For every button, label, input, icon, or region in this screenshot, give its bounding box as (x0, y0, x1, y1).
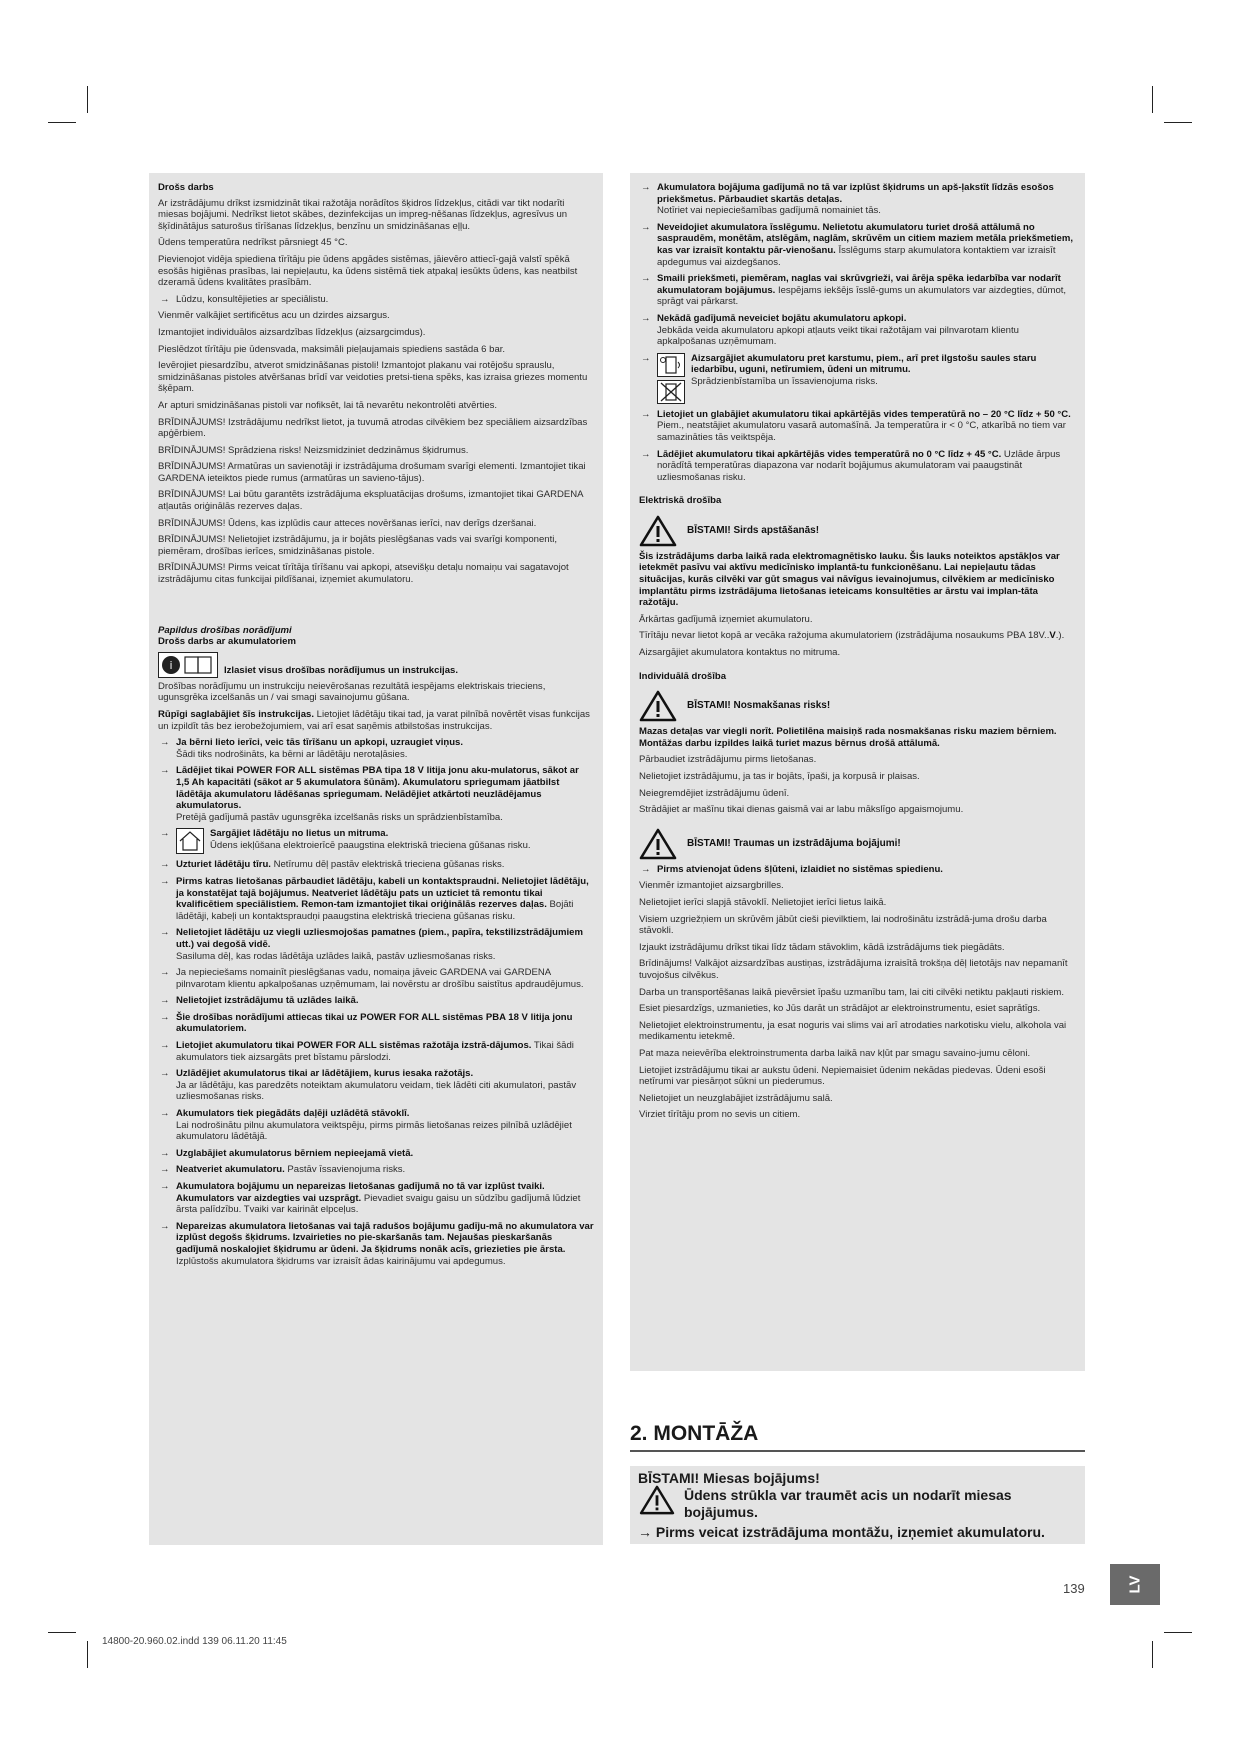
paragraph: Strādājiet ar mašīnu tikai dienas gaismā vai ar labu mākslīgo apgaismojumu. (639, 804, 964, 816)
paragraph: Aizsargājiet akumulatora kontaktus no mitruma. (639, 647, 841, 659)
arrow-item: → Šie drošības norādījumi attiecas tikai uz POWER FOR ALL sistēmas PBA 18 V litija jonu akumulatoriem. (158, 1012, 594, 1035)
arrow-item-rain (158, 828, 594, 854)
paragraph: Ar izstrādājumu drīkst izsmidzināt tikai ražotāja norādītos šķidros līdzekļus, citādi var tikt nodarīti miesas bojājumi. Nedrīkst lietot skābes, dezinfekcijas un impreg-nēšanas līdzekļus, agresīvus un šķīdinātājus saturošus tīrīšanas līdzekļus, benzīnu un smidzināšanas eļļu. (158, 197, 568, 232)
svg-text:i: i (169, 658, 173, 672)
text: Izplūstošs akumulatora šķidrums var izraisīt ādas kairinājumu vai apdegumus. (176, 1255, 506, 1267)
paragraph: Nelietojiet elektroinstrumentu, ja esat noguris vai slims vai arī atrodaties narkotisku vielu, alkohola vai medikamentu ietekmē. (639, 1019, 1067, 1043)
paragraph: Visiem uzgriežņiem un skrūvēm jābūt cieši pievilktiem, lai nodrošinātu izstrādā-juma drošu darba stāvokli. (639, 913, 1047, 937)
paragraph: Vienmēr valkājiet sertificētus acu un dzirdes aizsargus. (158, 310, 390, 322)
arrow-item (158, 765, 594, 823)
arrow-item (639, 182, 1076, 217)
paragraph: Pat maza neievērība elektroinstrumenta darba laikā nav kļūt par smagu savaino-jumu cēloni. (639, 1047, 1031, 1059)
warning-label: BĪSTAMI! Miesas bojājums! (638, 1470, 820, 1486)
rain-row (176, 828, 594, 854)
warning-paragraph: BRĪDINĀJUMS! Pirms veicat tīrītāja tīrīšanu vai apkopi, atsevišķu detaļu nomaiņu vai sagatavojot izstrādājumu citas funkcijai pildīšanai, izņemiet akumulatoru. (158, 562, 569, 586)
warning-heart (639, 515, 1076, 547)
text: Pastāv īssavienojuma risks. (284, 1164, 406, 1176)
arrow-item (639, 449, 1076, 484)
warning-paragraph: BRĪDINĀJUMS! Armatūras un savienotāji ir izstrādājuma drošumam svarīgi elementi. Izmantojiet tikai GARDENA ieteiktos piede rumus (armatūras un savieno-tājus). (158, 461, 586, 484)
paragraph: Pārbaudiet izstrādājumu pirms lietošanas. (639, 754, 817, 766)
bold-text: Uzlādējiet akumulatorus tikai ar lādētājiem, kurus iesaka ražotājs. (176, 1068, 474, 1080)
warning-triangle-icon (639, 690, 677, 722)
arrow-item (158, 737, 594, 760)
text: Netīrumu dēļ pastāv elektriskā trieciena gūšanas risks. (270, 859, 505, 871)
chapter-divider (630, 1450, 1085, 1452)
text: .). (1055, 630, 1065, 642)
section-title-battery: Drošs darbs ar akumulatoriem (158, 636, 296, 648)
action-instruction: → Pirms veicat izstrādājuma montāžu, izņemiet akumulatoru. (638, 1524, 1045, 1540)
warning-paragraph: BRĪDINĀJUMS! Ūdens, kas izplūdis caur atteces novēršanas ierīci, nav derīgs dzeršanai. (158, 517, 537, 529)
bold-text: Lietojiet un glabājiet akumulatoru tikai apkārtējās vides temperatūrā no – 20 °C līdz + 50 °C. (657, 408, 1071, 420)
language-tab (1110, 1564, 1160, 1605)
bold-text: Nelietojiet lādētāju uz viegli uzliesmojošas pamatnes (piem., papīra, tekstilizstrādājumiem utt.) vai degošā vidē. (176, 927, 583, 950)
arrow-item (158, 859, 594, 871)
bold-text: Uzturiet lādētāju tīru. (176, 859, 271, 871)
arrow-item (158, 1181, 594, 1216)
bold-text: Akumulatora bojājumu un nepareizas lietošanas gadījumā no tā var izplūst tvaiki. Akumulators var aizdegties vai uzsprāgt. (176, 1181, 545, 1204)
page-number: 139 (1063, 1581, 1085, 1596)
bold-text: Nepareizas akumulatora lietošanas vai tajā radušos bojājumu gadīju-mā no akumulatora var izplūst degošs šķidrums. Izvairieties no pie-skaršanās tam. Nejaušas pieskaršanās gadījumā noskalojiet šķidrumu ar ūdeni. Ja šķidrums nonāk acīs, griezieties pie ārsta. (176, 1220, 594, 1255)
section-title-additional: Papildus drošības norādījumi (158, 624, 292, 636)
crop-mark (1152, 1641, 1153, 1668)
arrow-item (639, 273, 1076, 308)
paragraph: Neiegremdējiet izstrādājumu ūdenī. (639, 787, 790, 799)
arrow-item (158, 927, 594, 962)
read-instructions-title: Izlasiet visus drošības norādījumus un instrukcijas. (224, 664, 458, 676)
warning-injury (639, 828, 1076, 860)
bold-text: Neveidojiet akumulatora īsslēgumu. Nelietotu akumulatoru turiet drošā attālumā no saspraudēm, monētām, atslēgām, naglām, skrūvēm un citiem maziem metāla priekšmetiem, kas var izraisīt kontaktu pār-vienošanu. (657, 221, 1073, 256)
paragraph: Darba un transportēšanas laikā pievērsiet īpašu uzmanību tam, lai citi cilvēki netiktu pakļauti riskiem. (639, 986, 1065, 998)
heat-text (691, 353, 1076, 388)
paragraph: Pievienojot vidēja spiediena tīrītāju pie ūdens apgādes sistēmas, jāievēro attiecī-gajā valstī spēkā esošās higiēnas prasības, lai nepieļautu, ka ūdens sistēmā tiek atpakaļ iesūkts ūdens, kas neatbilst dzeramā ūdens kvalitātes prasībām. (158, 253, 578, 289)
heat-icons (657, 353, 685, 404)
bold-text: V (1049, 630, 1056, 642)
section-title-safe-work: Drošs darbs (158, 182, 214, 193)
bold-text: Rūpīgi saglabājiet šīs instrukcijas. (158, 709, 314, 720)
text: Notīriet vai nepieciešamības gadījumā nomainiet tās. (657, 205, 881, 217)
crop-mark (48, 1632, 76, 1633)
bold-text: Akumulatora bojājuma gadījumā no tā var izplūst šķidrums un apš-ļakstīt līdzās esošos priekšmetus. Pārbaudiet skartās detaļas. (657, 182, 1054, 205)
read-manual-icon (158, 652, 218, 678)
bold-text: Lādējiet tikai POWER FOR ALL sistēmas PBA tipa 18 V litija jonu aku-mulatorus, sākot ar 1,5 Ah kapacitāti (sākot ar 5 akumulatora šūnām). Akumulatoru spriegumam jāatbilst lādētāja akumulatoru lādēšanas spriegumam. Nelādējiet atkārtoti neuzlādējamus akumulatorus. (176, 765, 579, 812)
text: Tīrītāju nevar lietot kopā ar vecāka ražojuma akumulatoriem (izstrādājuma nosaukums PBA 18V.. (639, 630, 1050, 642)
paragraph: Vienmēr izmantojiet aizsargbrilles. (639, 880, 784, 892)
arrow-item (158, 1108, 594, 1143)
crop-mark (48, 122, 76, 123)
rain-text (210, 828, 594, 851)
bold-text: Lādējiet akumulatoru tikai apkārtējās vides temperatūrā no 0 °C līdz + 45 °C. (657, 448, 1002, 460)
paragraph: Nelietojiet ierīci slapjā stāvoklī. Nelietojiet ierīci lietus laikā. (639, 896, 887, 908)
paragraph: Ievērojiet piesardzību, atverot smidzināšanas pistoli! Izmantojot plakanu vai rotējošu sprauslu, smidzināšanas pistoles atvēršanas brīdī var veidoties pretsi-tiena spēks, kas izraisa griezes momentu šķēpam. (158, 360, 588, 395)
warning-paragraph: BRĪDINĀJUMS! Sprādziena risks! Neizsmidziniet dedzināmus šķidrumus. (158, 444, 469, 456)
bold-text: Ja bērni lieto ierīci, veic tās tīrīšanu un apkopi, uzraugiet viņus. (176, 737, 464, 749)
left-column (149, 173, 603, 1545)
text: Šādi tiks nodrošināts, ka bērni ar lādētāju nerotaļāsies. (176, 748, 408, 760)
warning-triangle-icon (639, 515, 677, 547)
arrow-item (639, 313, 1076, 348)
text: Sprādzienbīstamība un īssavienojuma risks. (691, 375, 878, 387)
arrow-item: → Nelietojiet izstrādājumu tā uzlādes laikā. (158, 995, 594, 1007)
warning-triangle-icon (639, 828, 677, 860)
warning-label: BĪSTAMI! Nosmakšanas risks! (687, 700, 831, 712)
bold-text: Smaili priekšmeti, piemēram, naglas vai skrūvgrieži, vai ārēja spēka iedarbība var nodarīt akumulatoram bojājumus. (657, 273, 1061, 296)
battery-heat-icon (657, 353, 685, 377)
bold-text: Pirms katras lietošanas pārbaudiet lādētāju, kabeli un kontaktspraudni. Nelietojiet lādētāju, ja konstatējat tajā bojājumus. Neatveriet lādētāju pats un uzticiet tā remontu tikai kvalificētiem speciālistiem. Remon-tam izmantojiet tikai oriģinālās rezerves daļas. (176, 875, 589, 911)
warning-paragraph: BRĪDINĀJUMS! Lai būtu garantēts izstrādājuma ekspluatācijas drošums, izmantojiet tikai GARDENA atļautās oriģinālās rezerves daļas. (158, 489, 584, 513)
bold-text: Lietojiet akumulatoru tikai POWER FOR ALL sistēmas ražotāja izstrā-dājumos. (176, 1040, 532, 1052)
paragraph (158, 709, 594, 732)
text: Bojāti lādētāji, kabeļi un kontaktspraudņi paaugstina elektriskā trieciena gūšanas risku. (176, 899, 574, 922)
text: Pievadiet svaigu gaisu un sūdzību gadījumā lūdziet ārsta palīdzību. Tvaiki var kairināt elpceļus. (176, 1192, 581, 1216)
paragraph: Pieslēdzot tīrītāju pie ūdensvada, maksimāli pieļaujamais spiediens sastāda 6 bar. (158, 343, 506, 355)
arrow-item (158, 876, 594, 922)
paragraph: Ārkārtas gadījumā izņemiet akumulatoru. (639, 613, 813, 625)
warning-text: Mazas detaļas var viegli norīt. Polietilēna maisiņš rada nosmakšanas risku maziem bērniem. Montāžas darbu izpildes laikā turiet mazus bērnus drošā attālumā. (639, 726, 1057, 749)
arrow-item: → Lūdzu, konsultējieties ar speciālistu. (158, 294, 594, 306)
text: Tikai šādi akumulators tiek aizsargāts pret bīstamu pārslodzi. (176, 1040, 574, 1063)
paragraph: Lietojiet izstrādājumu tikai ar aukstu ūdeni. Nepiemaisiet ūdenim nekādas piedevas. Ūdeni esoši netīrumi var piesārņot sūkni un piederumus. (639, 1064, 1046, 1088)
text: Īsslēgums starp akumulatora kontaktiem var izraisīt apdegumus vai aizdegšanos. (657, 244, 1056, 268)
warning-text: Ūdens strūkla var traumēt acis un nodarīt miesas bojājumus. (684, 1487, 1012, 1520)
text: Ūdens iekļūšana elektroierīcē paaugstina elektriskā trieciena gūšanas risku. (210, 839, 531, 851)
crop-mark (87, 1641, 88, 1668)
arrow-item (639, 222, 1076, 268)
language-tab-label: LV (1126, 1575, 1144, 1594)
montaza-warning-row (638, 1487, 1077, 1521)
paragraph: Nelietojiet izstrādājumu, ja tas ir bojāts, īpaši, ja korpusā ir plaisas. (639, 771, 920, 782)
montaza-warning-box (630, 1466, 1085, 1544)
warning-label: BĪSTAMI! Sirds apstāšanās! (687, 525, 820, 537)
paragraph: Virziet tīrītāju prom no sevis un citiem. (639, 1109, 801, 1121)
paragraph: Nelietojiet un neuzglabājiet izstrādājumu salā. (639, 1092, 833, 1104)
paragraph: Izjaukt izstrādājumu drīkst tikai līdz tādam stāvoklim, kādā izstrādājums tiek piegādāts. (639, 941, 1005, 953)
warning-paragraph: BRĪDINĀJUMS! Nelietojiet izstrādājumu, ja ir bojāts pieslēgšanas vads vai svarīgi komponenti, piemēram, drošības ierīces, smidzināšanas pistole. (158, 534, 558, 557)
paragraph: Drošības norādījumu un instrukciju neievērošanas rezultātā iespējams elektriskais trieciens, ugunsgrēka izcelšanās un / vai smagi savainojumu gūšana. (158, 680, 546, 704)
right-column (630, 173, 1085, 1371)
bold-text: Neatveriet akumulatoru. (176, 1164, 285, 1176)
arrow-item (158, 1164, 594, 1176)
warning-text: Šis izstrādājums darba laikā rada elektromagnētisko lauku. Šis lauks noteiktos apstākļos var ietekmēt pasīvu vai aktīvu medicīnisko implantā-tu funkcionēšanu. Lai nepieļautu tādas situācijas, kurās cilvēki var gūt smagus vai nāvīgus ievainojumus, cilvēkiem ar medicīnisko implantātu pirms izstrādājuma lietošanas ieteicams konsultēties ar ārstu vai implan-tāta ražotāju. (639, 550, 1060, 609)
bold-text: Nekādā gadījumā neveiciet bojātu akumulatoru apkopi. (657, 312, 907, 324)
text: Piem., neatstājiet akumulatoru vasarā automašīnā. Ja temperatūra ir < 0 °C, atkarībā no tiem var samazināties tās veiktspēja. (657, 420, 1066, 443)
text: Lietojiet lādētāju tikai tad, ja varat pilnībā novērtēt visas funkcijas un izpildīt tās bez ierobežojumiem, vai arī esat saņēmis atbilstošas instrukcijas. (158, 709, 590, 732)
arrow-item (158, 1040, 594, 1063)
crop-mark (87, 86, 88, 113)
read-instructions-row (158, 652, 594, 678)
text: Iespējams iekšējs īsslē-gums un akumulators var aizdegties, dūmot, sprāgt vai pārkarst. (657, 284, 1067, 308)
arrow-item (639, 409, 1076, 444)
paragraph: Ar apturi smidzināšanas pistoli var nofiksēt, lai tā nevarētu nekontrolēti atvērties. (158, 399, 498, 411)
bold-text: Akumulators tiek piegādāts daļēji uzlādētā stāvoklī. (176, 1108, 410, 1120)
text: Uzlāde ārpus norādītā temperatūras diapazona var nodarīt bojājumus akumulatoram vai paaugstināt uzliesmošanas risku. (657, 448, 1061, 483)
print-footer: 14800-20.960.02.indd 139 06.11.20 11:45 (102, 1636, 287, 1647)
paragraph (639, 630, 1076, 642)
arrow-item-heat (639, 353, 1076, 404)
crop-mark (1152, 86, 1153, 113)
house-icon (176, 828, 204, 854)
text: Lai nodrošinātu pilnu akumulatora veiktspēju, pirms pirmās lietošanas reizes pilnībā uzlādējiet akumulatoru lādētājā. (176, 1119, 572, 1143)
chapter-title: 2. MONTĀŽA (630, 1422, 759, 1445)
crop-mark (1164, 1632, 1192, 1633)
arrow-item (158, 1068, 594, 1103)
text: Jebkāda veida akumulatoru apkopi atļauts veikt tikai ražotājam vai pilnvarotam klientu apkalpošanas uzņēmumam. (657, 324, 1019, 348)
crop-mark (1164, 122, 1192, 123)
section-title-personal: Individuālā drošība (639, 670, 726, 682)
bold-text: Sargājiet lādētāju no lietus un mitruma. (210, 828, 389, 840)
arrow-item: → Ja nepieciešams nomainīt pieslēgšanas vadu, nomaiņa jāveic GARDENA vai GARDENA pilnvarotam klientu apkalpošanas uzņēmumam, lai novērstu ar drošību saistītus apdraudējumus. (158, 967, 594, 990)
heat-row (657, 353, 1076, 404)
paragraph: Izmantojiet individuālos aizsardzības līdzekļus (aizsargcimdus). (158, 326, 426, 338)
text: Sasiluma dēļ, kas rodas lādētāja uzlādes laikā, pastāv uzliesmošanas risks. (176, 950, 496, 962)
spacer (158, 591, 594, 625)
bold-text: Aizsargājiet akumulatoru pret karstumu, piem., arī pret ilgstošu saules staru iedarbību, uguni, netīrumiem, ūdeni un mitrumu. (691, 352, 1037, 376)
text: Pretējā gadījumā pastāv ugunsgrēka izcelšanās risks un sprādzienbīstamība. (176, 811, 503, 823)
warning-choking (639, 690, 1076, 722)
text: Ja ar lādētāju, kas paredzēts noteiktam akumulatoru veidam, tiek lādēti citi akumulatori, pastāv uzliesmošanas risks. (176, 1079, 577, 1103)
paragraph: Esiet piesardzīgs, uzmanieties, ko Jūs darāt un strādājot ar elektroinstrumentu, esiet saprātīgs. (639, 1003, 1041, 1015)
warning-triangle-icon (638, 1485, 676, 1515)
paragraph: Brīdinājums! Valkājot aizsardzības austiņas, izstrādājuma izraisītā trokšņa dēļ lietotājs nav nepamanīt tuvojošus cilvēkus. (639, 958, 1068, 981)
paragraph: Ūdens temperatūra nedrīkst pārsniegt 45 °C. (158, 237, 348, 249)
arrow-item (158, 1221, 594, 1267)
warning-label: BĪSTAMI! Traumas un izstrādājuma bojājumi! (687, 837, 901, 849)
warning-paragraph: BRĪDINĀJUMS! Izstrādājumu nedrīkst lietot, ja tuvumā atrodas cilvēkiem bez speciāliem aizsardzības apģērbiem. (158, 416, 588, 440)
arrow-item: → Pirms atvienojat ūdens šļūteni, izlaidiet no sistēmas spiedienu. (639, 864, 1076, 876)
no-heat-icon (657, 380, 685, 404)
arrow-item: → Uzglabājiet akumulatorus bērniem nepieejamā vietā. (158, 1148, 594, 1160)
section-title-electrical: Elektriskā drošība (639, 495, 722, 507)
